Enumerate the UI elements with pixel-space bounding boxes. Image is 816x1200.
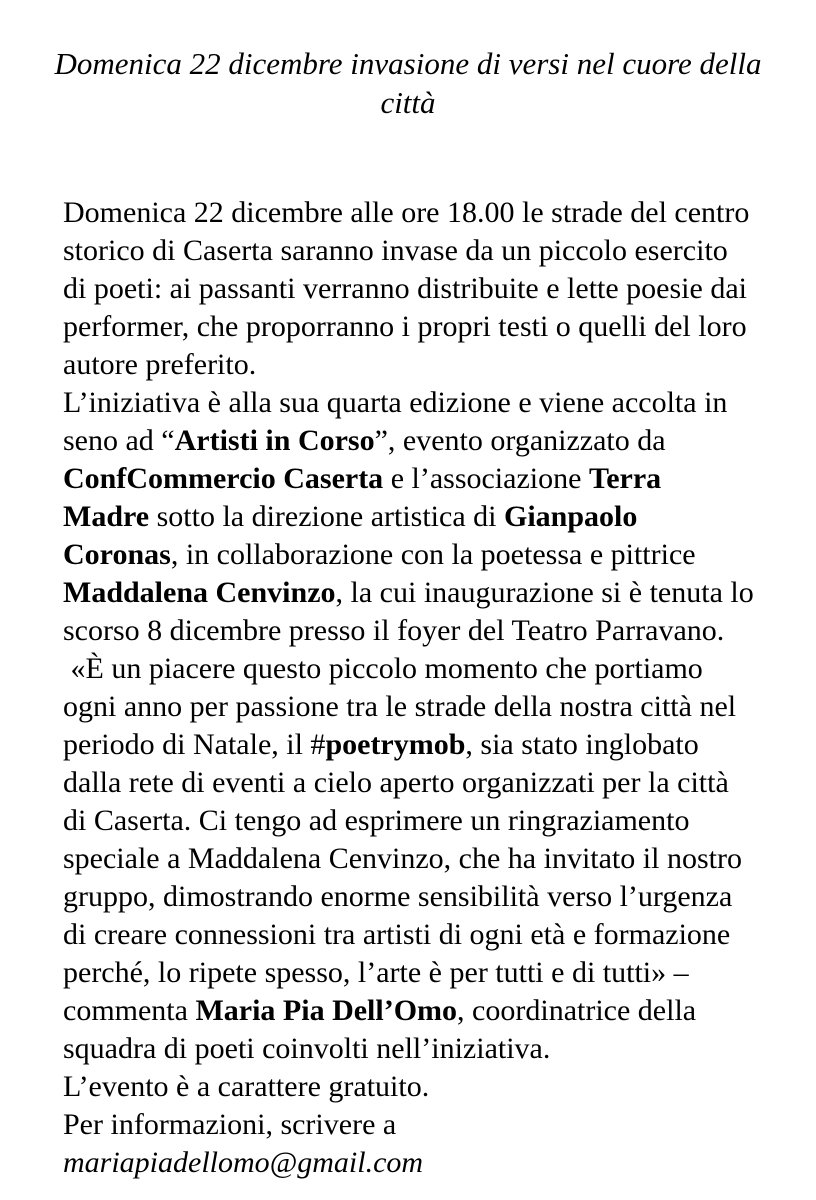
text-run: Maddalena Cenvinzo xyxy=(63,576,336,609)
document-title xyxy=(30,44,786,122)
text-run: Artisti in Corso xyxy=(174,424,375,457)
text-line xyxy=(63,802,798,840)
text-line xyxy=(63,650,798,688)
text-run: ConfCommercio Caserta xyxy=(63,462,384,495)
text-run: , la cui inaugurazione si è tenuta lo xyxy=(335,576,754,609)
text-line xyxy=(63,840,798,878)
text-line xyxy=(63,726,798,764)
title-line-2: città xyxy=(380,85,436,120)
text-line xyxy=(63,1068,798,1106)
email-address-line xyxy=(63,1144,798,1182)
text-run: seno ad “ xyxy=(63,424,175,457)
text-line xyxy=(63,536,798,574)
text-line xyxy=(63,308,798,346)
text-line xyxy=(63,1030,798,1068)
text-run: Domenica 22 dicembre alle ore 18.00 le strade del centro xyxy=(63,196,750,229)
text-run: Per informazioni, scrivere a xyxy=(63,1108,397,1141)
text-run: squadra di poeti coinvolti nell’iniziativa. xyxy=(63,1032,551,1065)
text-line xyxy=(63,346,798,384)
text-run: Madre xyxy=(63,500,150,533)
text-run: ogni anno per passione tra le strade della nostra città nel xyxy=(63,690,737,723)
text-run: performer, che proporranno i propri testi o quelli del loro xyxy=(63,310,747,343)
text-run: «È un piacere questo piccolo momento che portiamo xyxy=(63,652,703,685)
text-line xyxy=(63,194,798,232)
text-run: , in collaborazione con la poetessa e pittrice xyxy=(170,538,696,571)
text-run: , sia stato inglobato xyxy=(465,728,699,761)
email-address: mariapiadellomo@gmail.com xyxy=(63,1146,424,1179)
text-run: , coordinatrice della xyxy=(457,994,697,1027)
text-run: Maria Pia Dell’Omo xyxy=(195,994,458,1027)
text-run: di Caserta. Ci tengo ad esprimere un ringraziamento xyxy=(63,804,690,837)
text-run: speciale a Maddalena Cenvinzo, che ha invitato il nostro xyxy=(63,842,742,875)
text-line xyxy=(63,878,798,916)
text-line xyxy=(63,574,798,612)
text-line xyxy=(63,916,798,954)
text-run: L’iniziativa è alla sua quarta edizione e viene accolta in xyxy=(63,386,728,419)
text-run: autore preferito. xyxy=(63,348,257,381)
text-line xyxy=(63,688,798,726)
text-run: dalla rete di eventi a cielo aperto organizzati per la città xyxy=(63,766,729,799)
text-line xyxy=(63,232,798,270)
text-line xyxy=(63,498,798,536)
text-run: L’evento è a carattere gratuito. xyxy=(63,1070,430,1103)
title-line-1: Domenica 22 dicembre invasione di versi nel cuore della xyxy=(54,46,762,81)
text-line xyxy=(63,422,798,460)
text-run: commenta xyxy=(63,994,196,1027)
text-run: periodo di Natale, il # xyxy=(63,728,326,761)
text-run: sotto la direzione artistica di xyxy=(149,500,504,533)
text-line xyxy=(63,460,798,498)
text-line xyxy=(63,1106,798,1144)
document-body xyxy=(63,194,798,1182)
text-line xyxy=(63,992,798,1030)
text-line xyxy=(63,612,798,650)
text-line xyxy=(63,270,798,308)
text-run: Coronas xyxy=(63,538,171,571)
text-run: perché, lo ripete spesso, l’arte è per tutti e di tutti» – xyxy=(63,956,689,989)
text-line xyxy=(63,954,798,992)
text-line xyxy=(63,764,798,802)
text-run: poetrymob xyxy=(325,728,466,761)
text-run: storico di Caserta saranno invase da un piccolo esercito xyxy=(63,234,728,267)
text-run: scorso 8 dicembre presso il foyer del Teatro Parravano. xyxy=(63,614,725,647)
text-run: Terra xyxy=(588,462,662,495)
text-run: ”, evento organizzato da xyxy=(374,424,666,457)
text-run: di creare connessioni tra artisti di ogni età e formazione xyxy=(63,918,731,951)
text-run: di poeti: ai passanti verranno distribuite e lette poesie dai xyxy=(63,272,747,305)
text-run: gruppo, dimostrando enorme sensibilità verso l’urgenza xyxy=(63,880,733,913)
text-run: e l’associazione xyxy=(383,462,589,495)
text-line xyxy=(63,384,798,422)
text-run: Gianpaolo xyxy=(503,500,638,533)
